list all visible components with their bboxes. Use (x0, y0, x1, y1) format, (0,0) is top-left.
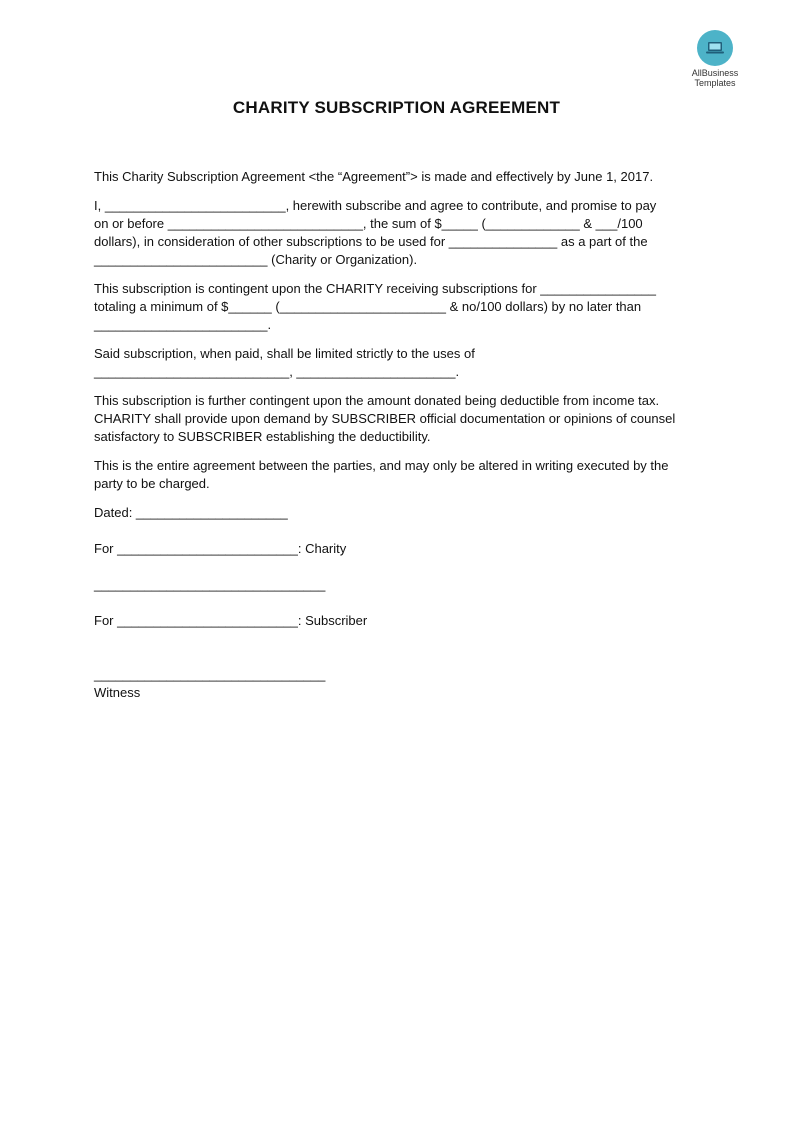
signature-line-1: ________________________________ (94, 577, 326, 592)
charity-signature-line: For _________________________: Charity (94, 541, 347, 556)
tax-paragraph: This subscription is further contingent upon the amount donated being deductible from income tax. CHARITY shall provide upon demand by SUBSCRIBER official documentation or opinions of counsel satisfactory to SUBSCRIBER establishing the deductibility. (94, 393, 676, 444)
document-body (94, 168, 699, 702)
signature-line-2: ________________________________ (94, 667, 326, 682)
dated-line: Dated: _____________________ (94, 505, 288, 520)
uses-paragraph: Said subscription, when paid, shall be limited strictly to the uses of ___________________________, ______________________. (94, 346, 475, 379)
contingent-paragraph: This subscription is contingent upon the CHARITY receiving subscriptions for ________________ totaling a minimum of $______ (_______________________ & no/100 dollars) by no later than ________________________. (94, 281, 656, 332)
logo-line-1: AllBusiness (691, 68, 739, 78)
logo-text (680, 68, 750, 88)
subscriber-signature-line: For _________________________: Subscriber (94, 613, 368, 628)
allbusiness-logo (680, 30, 750, 88)
witness-label: Witness (94, 685, 141, 700)
entire-agreement-paragraph: This is the entire agreement between the parties, and may only be altered in writing executed by the party to be charged. (94, 458, 669, 491)
laptop-icon (697, 30, 733, 66)
intro-paragraph: This Charity Subscription Agreement <the “Agreement”> is made and effectively by June 1, 2017. (94, 169, 654, 184)
logo-line-2: Templates (694, 78, 736, 88)
pledge-paragraph: I, _________________________, herewith subscribe and agree to contribute, and promise to pay on or before ___________________________, the sum of $_____ (_____________ & ___/100 dollars), in consideration of other subscriptions to be used for _______________ as a part of the ________________________ (Charity or Organization). (94, 198, 657, 267)
document-title: CHARITY SUBSCRIPTION AGREEMENT (232, 98, 561, 117)
